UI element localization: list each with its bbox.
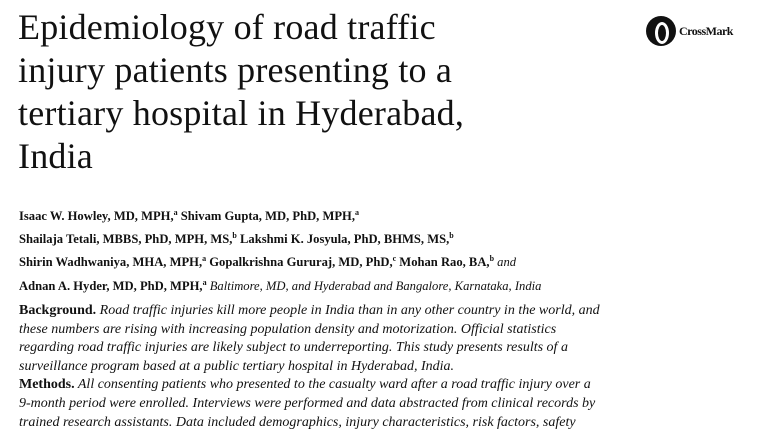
abstract [19, 302, 759, 432]
abstract-line: Methods. All consenting patients who presented to the casualty ward after a road traffic injury over a [19, 377, 591, 393]
title-line: Epidemiology of road traffic [18, 7, 436, 47]
abstract-line: regarding road traffic injuries are likely subject to underreporting. This study presents results of a [19, 340, 568, 356]
affiliation-text: and [494, 255, 517, 270]
author-name: Gopalkrishna Gururaj, MD, PhD, [206, 255, 393, 270]
author-line [19, 273, 541, 296]
abstract-line: surveillance program based at a public tertiary hospital in Hyderabad, India. [19, 358, 454, 374]
title-line: India [18, 136, 93, 176]
affiliation-marker: c [392, 254, 397, 264]
author-name: Adnan A. Hyder, MD, PhD, MPH, [19, 278, 203, 293]
affiliation-marker: b [489, 254, 495, 264]
author-list [19, 203, 541, 296]
affiliation-text: Baltimore, MD, and Hyderabad and Bangalore, Karnataka, India [206, 278, 542, 293]
background-label: Background. [19, 303, 97, 318]
abstract-line: trained research assistants. Data included demographics, injury characteristics, risk factors, safety [19, 414, 576, 430]
abstract-line: 9-month period were enrolled. Interviews were performed and data abstracted from clinical records by [19, 395, 596, 411]
author-name: Shirin Wadhwaniya, MHA, MPH, [19, 255, 203, 270]
affiliation-marker: a [202, 277, 207, 287]
abstract-line: these numbers are rising with increasing population density and motorization. Official statistics [19, 321, 557, 337]
affiliation-marker: a [173, 208, 178, 217]
abstract-line: Background. Road traffic injuries kill more people in India than in any other country in the world, and [19, 303, 600, 318]
affiliation-marker: b [449, 231, 454, 241]
author-line [19, 249, 541, 272]
article-title [18, 6, 618, 178]
crossmark-icon [646, 16, 676, 46]
crossmark-label: CrossMark [679, 23, 733, 38]
methods-label: Methods. [19, 377, 75, 393]
author-name: Lakshmi K. Josyula, PhD, BHMS, MS, [236, 232, 450, 247]
affiliation-marker: a [202, 254, 207, 264]
author-name: Isaac W. Howley, MD, MPH, [19, 209, 174, 224]
affiliation-marker: b [232, 231, 237, 241]
crossmark-badge[interactable] [646, 16, 733, 46]
title-line: injury patients presenting to a [18, 50, 453, 90]
author-line [19, 226, 541, 249]
title-line: tertiary hospital in Hyderabad, [18, 93, 465, 133]
author-name: Shivam Gupta, MD, PhD, MPH, [177, 209, 355, 224]
affiliation-marker: a [355, 208, 359, 217]
author-name: Mohan Rao, BA, [396, 255, 490, 270]
author-name: Shailaja Tetali, MBBS, PhD, MPH, MS, [19, 232, 233, 247]
author-line [19, 203, 541, 226]
